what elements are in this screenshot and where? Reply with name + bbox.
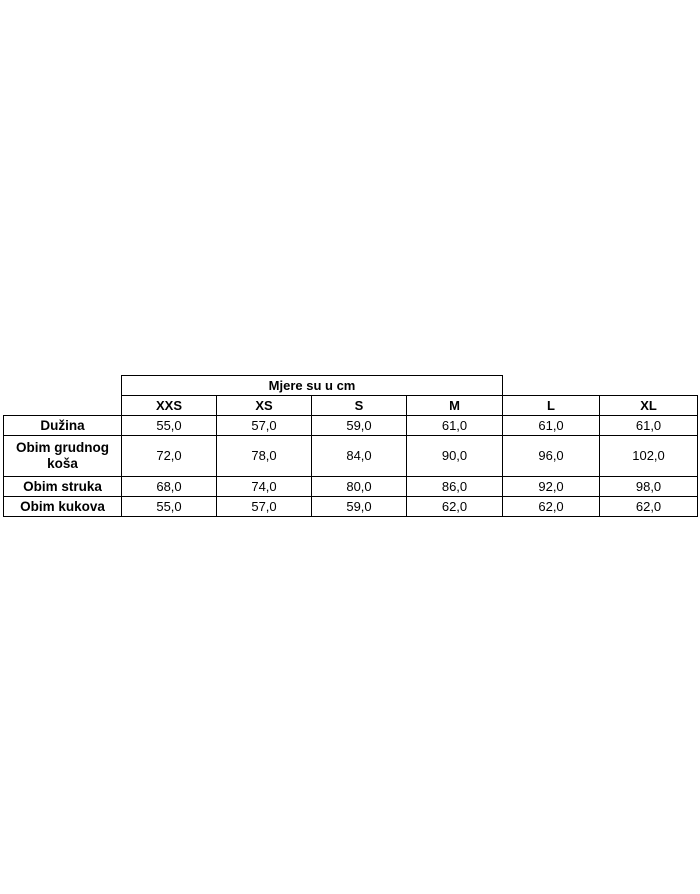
table-cell: 84,0 — [312, 436, 407, 477]
table-cell: 61,0 — [600, 416, 698, 436]
table-cell: 61,0 — [503, 416, 600, 436]
table-row — [4, 436, 698, 477]
measurement-unit-caption: Mjere su u cm — [122, 376, 503, 396]
table-cell: 57,0 — [217, 416, 312, 436]
caption-blank-cell — [503, 376, 698, 396]
table-cell: 62,0 — [600, 497, 698, 517]
table-cell: 74,0 — [217, 477, 312, 497]
table-cell: 80,0 — [312, 477, 407, 497]
size-header-s: S — [312, 396, 407, 416]
size-header-xxs: XXS — [122, 396, 217, 416]
size-header-xl: XL — [600, 396, 698, 416]
table-cell: 102,0 — [600, 436, 698, 477]
size-chart-table — [3, 375, 698, 517]
size-header-l: L — [503, 396, 600, 416]
table-cell: 62,0 — [407, 497, 503, 517]
size-header-row — [4, 396, 698, 416]
table-row — [4, 497, 698, 517]
table-cell: 59,0 — [312, 497, 407, 517]
table-cell: 55,0 — [122, 416, 217, 436]
table-cell: 59,0 — [312, 416, 407, 436]
caption-row — [4, 376, 698, 396]
table-row — [4, 416, 698, 436]
table-cell: 68,0 — [122, 477, 217, 497]
size-header-m: M — [407, 396, 503, 416]
row-label: Obim grudnog koša — [4, 436, 122, 477]
table-cell: 57,0 — [217, 497, 312, 517]
table-cell: 78,0 — [217, 436, 312, 477]
row-label: Obim kukova — [4, 497, 122, 517]
table-cell: 96,0 — [503, 436, 600, 477]
table-cell: 92,0 — [503, 477, 600, 497]
table-cell: 61,0 — [407, 416, 503, 436]
table-cell: 62,0 — [503, 497, 600, 517]
row-label: Dužina — [4, 416, 122, 436]
table-cell: 90,0 — [407, 436, 503, 477]
row-label: Obim struka — [4, 477, 122, 497]
corner-blank-cell — [4, 376, 122, 396]
header-blank-cell — [4, 396, 122, 416]
table-cell: 55,0 — [122, 497, 217, 517]
table-cell: 72,0 — [122, 436, 217, 477]
table-row — [4, 477, 698, 497]
table-cell: 98,0 — [600, 477, 698, 497]
size-header-xs: XS — [217, 396, 312, 416]
table-cell: 86,0 — [407, 477, 503, 497]
